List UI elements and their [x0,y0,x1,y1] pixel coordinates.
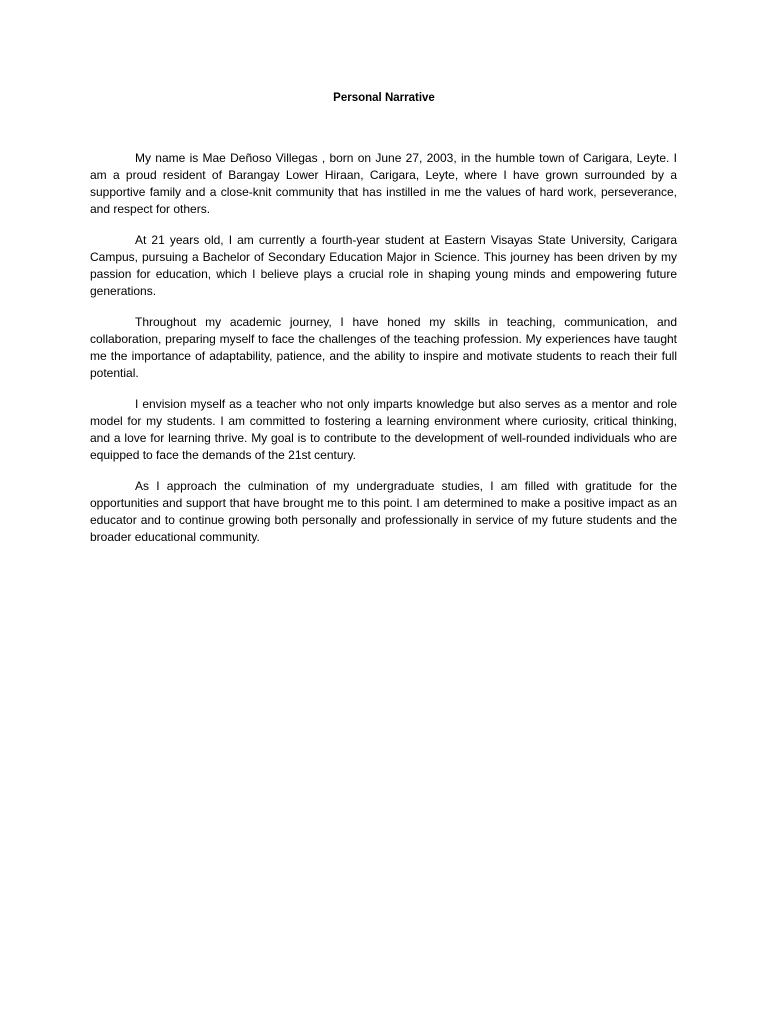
paragraph-2: At 21 years old, I am currently a fourth-year student at Eastern Visayas State University, Carigara Campus, pursuing a Bachelor of Secondary Education Major in Science. This journey has been driven by my passion for education, which I believe plays a crucial role in shaping young minds and empowering future generations. [90,233,677,298]
paragraph-4: I envision myself as a teacher who not only imparts knowledge but also serves as a mentor and role model for my students. I am committed to fostering a learning environment where curiosity, critical thinking, and a love for learning thrive. My goal is to contribute to the development of well-rounded individuals who are equipped to face the demands of the 21st century. [90,397,677,462]
paragraph-1: My name is Mae Deñoso Villegas , born on June 27, 2003, in the humble town of Carigara, Leyte. I am a proud resident of Barangay Lower Hiraan, Carigara, Leyte, where I have grown surrounded by a supportive family and a close-knit community that has instilled in me the values of hard work, perseverance, and respect for others. [90,151,677,216]
paragraph-3: Throughout my academic journey, I have honed my skills in teaching, communication, and collaboration, preparing myself to face the challenges of the teaching profession. My experiences have taught me the importance of adaptability, patience, and the ability to inspire and motivate students to reach their full potential. [90,315,677,380]
paragraph-5: As I approach the culmination of my undergraduate studies, I am filled with gratitude for the opportunities and support that have brought me to this point. I am determined to make a positive impact as an educator and to continue growing both personally and professionally in service of my future students and the broader educational community. [90,479,677,544]
document-title: Personal Narrative [333,92,435,104]
document-body [90,150,677,560]
